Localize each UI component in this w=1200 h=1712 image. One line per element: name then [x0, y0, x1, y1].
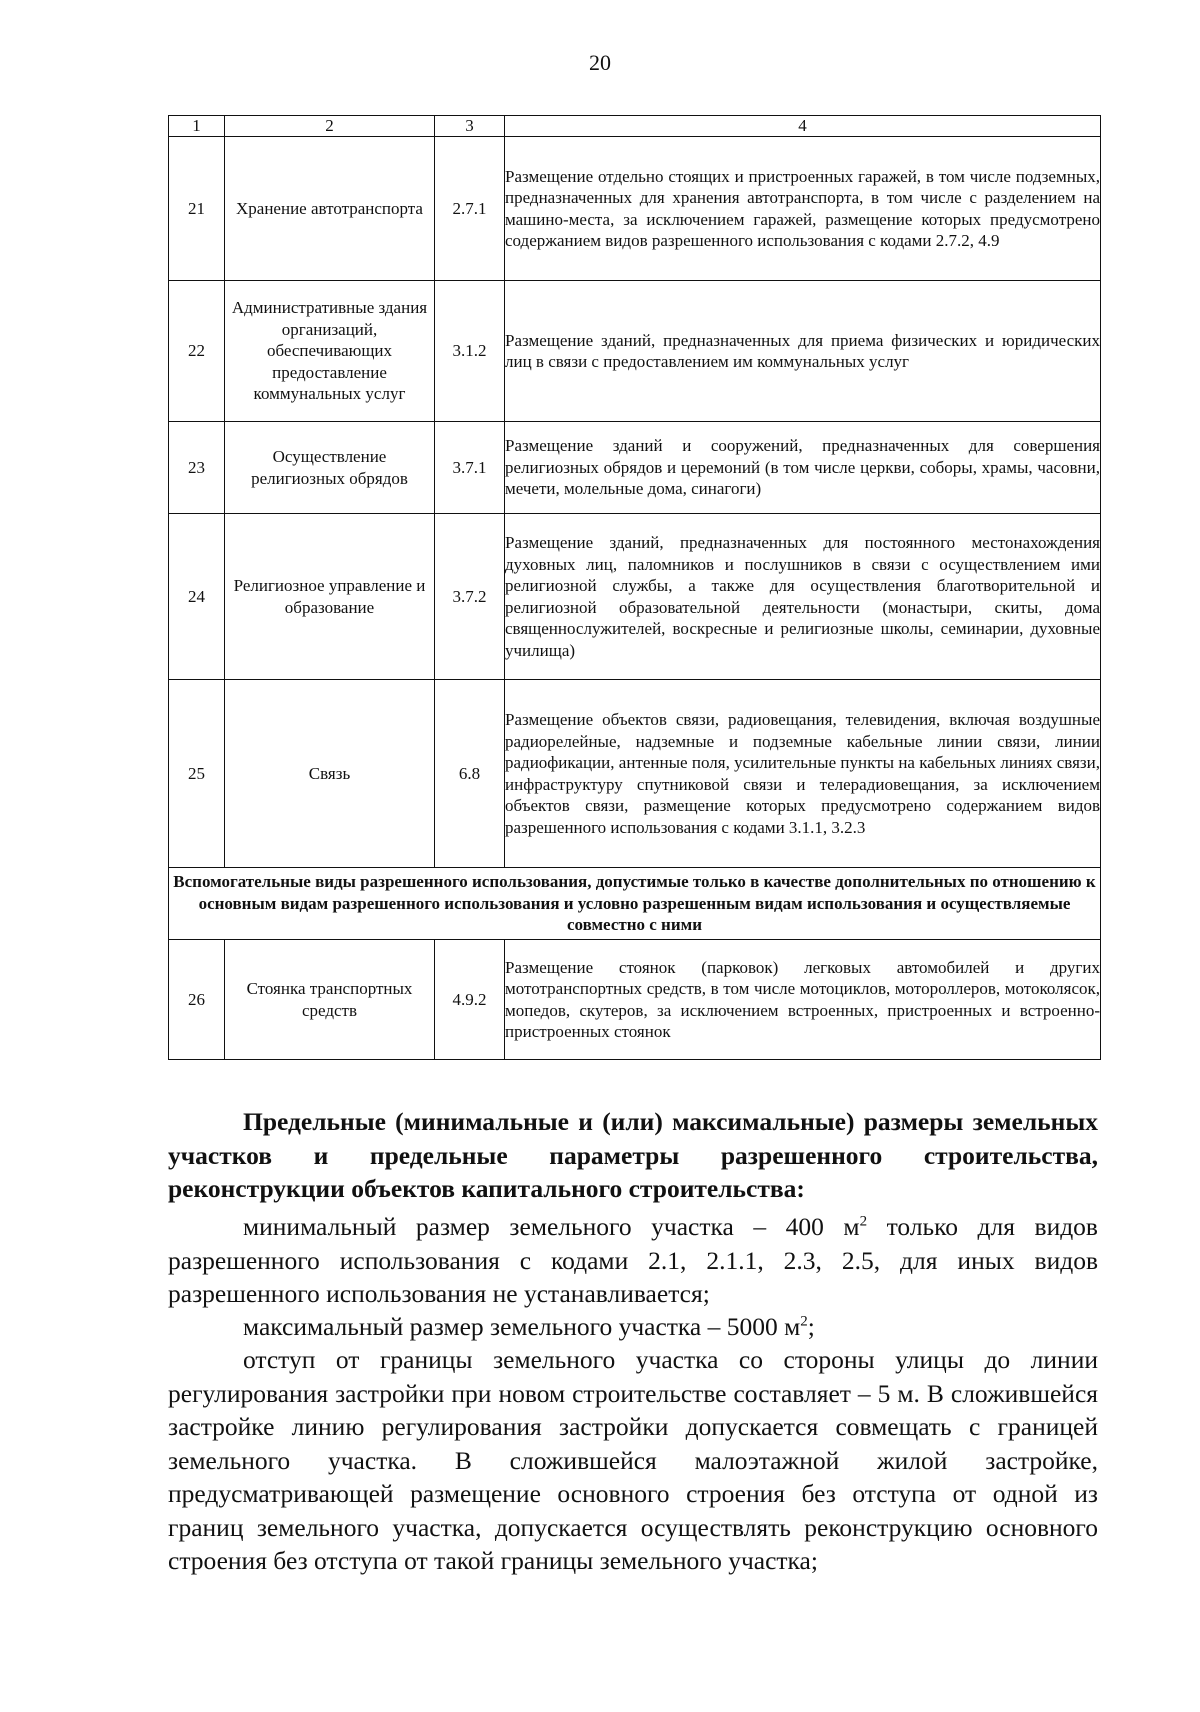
use-type-code: 4.9.2 — [435, 940, 505, 1060]
column-header: 1 — [169, 116, 225, 137]
table-row — [169, 514, 1101, 680]
use-type-description: Размещение объектов связи, радиовещания, телевидения, включая воздушные радиорелейные, надземные и подземные кабельные линии связи, линии радиофикации, антенные поля, усилительные пункты на кабельных линиях связи, инфраструктуру спутниковой связи и телерадиовещания, за исключением объектов связи, размещение которых предусмотрено содержанием видов разрешенного использования с кодами 3.1.1, 3.2.3 — [505, 680, 1101, 868]
min-plot-size-paragraph — [168, 1210, 1098, 1311]
max-size-text: максимальный размер земельного участка – 5000 м — [243, 1312, 801, 1341]
page-number: 20 — [589, 50, 611, 75]
min-size-text: минимальный размер земельного участка – 400 м — [243, 1212, 860, 1241]
column-header: 4 — [505, 116, 1101, 137]
land-use-table — [168, 115, 1101, 1060]
column-header: 2 — [225, 116, 435, 137]
column-header: 3 — [435, 116, 505, 137]
row-number: 26 — [169, 940, 225, 1060]
use-type-description: Размещение зданий, предназначенных для приема физических и юридических лиц в связи с предоставлением им коммунальных услуг — [505, 281, 1101, 422]
max-size-text-cont: ; — [807, 1312, 815, 1341]
use-type-name: Связь — [225, 680, 435, 868]
row-number: 21 — [169, 137, 225, 281]
table-header-row — [169, 116, 1101, 137]
table-row — [169, 940, 1101, 1060]
table-subheader-row — [169, 868, 1101, 940]
use-type-description: Размещение стоянок (парковок) легковых автомобилей и других мототранспортных средств, в том числе мотоциклов, мотороллеров, мотоколясок, мопедов, скутеров, за исключением встроенных, пристроенных и встроенно-пристроенных стоянок — [505, 940, 1101, 1060]
use-type-name: Административные здания организаций, обеспечивающих предоставление коммунальных услуг — [225, 281, 435, 422]
use-type-code: 3.7.1 — [435, 422, 505, 514]
row-number: 24 — [169, 514, 225, 680]
table-row — [169, 281, 1101, 422]
table-row — [169, 680, 1101, 868]
use-type-name: Стоянка транспортных средств — [225, 940, 435, 1060]
min-size-text-cont: только для видов разрешенного использования с кодами 2.1, 2.1.1, 2.3, 2.5, для иных видов разрешенного использования не устанавливается; — [168, 1212, 1098, 1308]
superscript: 2 — [800, 1313, 808, 1330]
use-type-description: Размещение зданий и сооружений, предназначенных для совершения религиозных обрядов и церемоний (в том числе церкви, соборы, храмы, часовни, мечети, молельные дома, синагоги) — [505, 422, 1101, 514]
row-number: 25 — [169, 680, 225, 868]
use-type-name: Хранение автотранспорта — [225, 137, 435, 281]
table-row — [169, 137, 1101, 281]
row-number: 22 — [169, 281, 225, 422]
table-row — [169, 422, 1101, 514]
use-type-name: Религиозное управление и образование — [225, 514, 435, 680]
use-type-description: Размещение зданий, предназначенных для постоянного местонахождения духовных лиц, паломников и послушников в связи с осуществлением ими религиозной службы, а также для осуществления благотворительной и религиозной образовательной деятельности (монастыри, скиты, дома священнослужителей, воскресные и религиозные школы, семинарии, духовные училища) — [505, 514, 1101, 680]
row-number: 23 — [169, 422, 225, 514]
use-type-code: 3.1.2 — [435, 281, 505, 422]
max-plot-size-paragraph — [168, 1310, 1098, 1344]
section-heading: Предельные (минимальные и (или) максимальные) размеры земельных участков и предельные параметры разрешенного строительства, реконструкции объектов капитального строительства: — [168, 1107, 1098, 1203]
use-type-description: Размещение отдельно стоящих и пристроенных гаражей, в том числе подземных, предназначенных для хранения автотранспорта, в том числе с разделением на машино-места, за исключением гаражей, размещение которых предусмотрено содержанием видов разрешенного использования с кодами 2.7.2, 4.9 — [505, 137, 1101, 281]
setback-paragraph: отступ от границы земельного участка со стороны улицы до линии регулирования застройки при новом строительстве составляет – 5 м. В сложившейся застройке линию регулирования застройки допускается совмещать с границей земельного участка. В сложившейся малоэтажной жилой застройке, предусматривающей размещение основного строения без отступа от одной из границ земельного участка, допускается осуществлять реконструкцию основного строения без отступа от такой границы земельного участка; — [168, 1345, 1098, 1575]
use-type-code: 2.7.1 — [435, 137, 505, 281]
auxiliary-uses-subheader: Вспомогательные виды разрешенного использования, допустимые только в качестве дополнительных по отношению к основным видам разрешенного использования и условно разрешенным видам использования и осуществляемые совместно с ними — [169, 868, 1101, 940]
use-type-code: 6.8 — [435, 680, 505, 868]
superscript: 2 — [859, 1213, 868, 1230]
use-type-name: Осуществление религиозных обрядов — [225, 422, 435, 514]
use-type-code: 3.7.2 — [435, 514, 505, 680]
